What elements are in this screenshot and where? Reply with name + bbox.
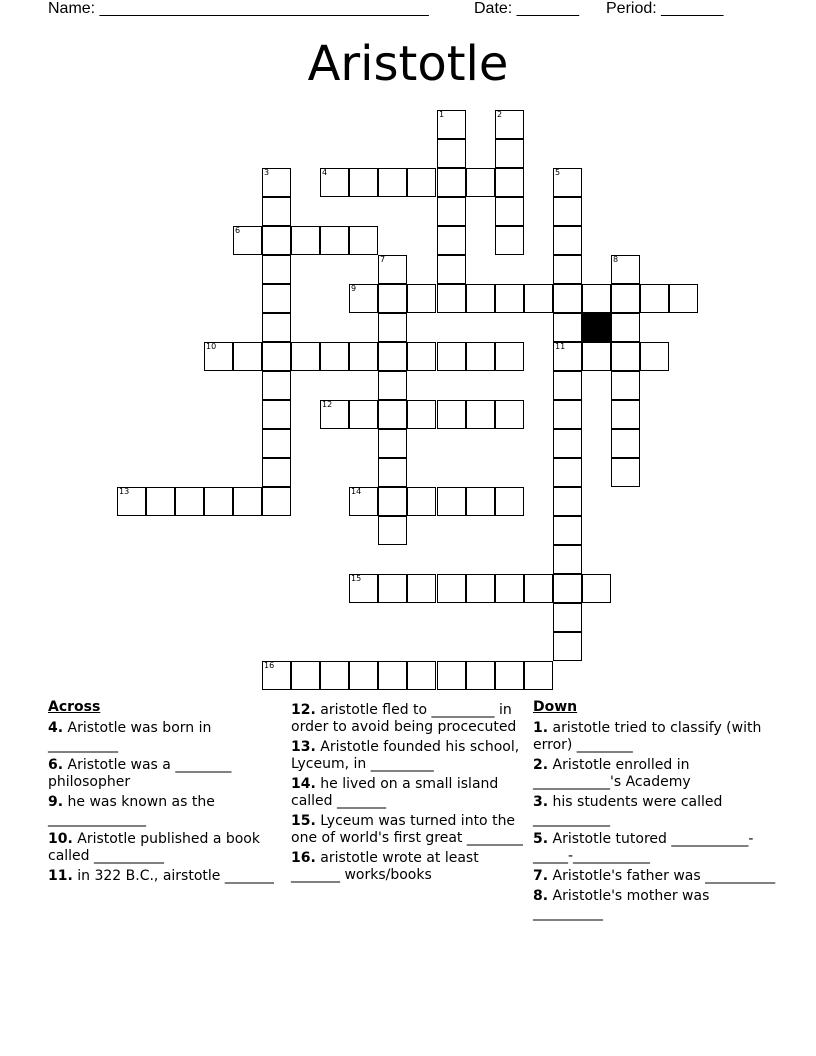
grid-cell[interactable] (378, 342, 407, 371)
clue-item (291, 739, 527, 773)
grid-cell[interactable] (407, 168, 436, 197)
grid-cell[interactable] (611, 255, 640, 284)
grid-cell[interactable] (553, 168, 582, 197)
cell-number: 1 (439, 110, 445, 119)
clue-text: aristotle wrote at least _______ works/books (291, 850, 479, 883)
grid-cell[interactable] (407, 487, 436, 516)
clue-item (533, 757, 781, 791)
down-clue-list (533, 720, 781, 922)
grid-cell[interactable] (495, 574, 524, 603)
grid-cell[interactable] (378, 516, 407, 545)
grid-cell[interactable] (262, 226, 291, 255)
cell-number: 16 (264, 661, 275, 670)
grid-cell[interactable] (582, 574, 611, 603)
grid-cell[interactable] (378, 661, 407, 690)
grid-cell[interactable] (466, 284, 495, 313)
grid-cell[interactable] (378, 574, 407, 603)
grid-cell[interactable] (437, 139, 466, 168)
grid-cell[interactable] (378, 255, 407, 284)
grid-cell[interactable] (553, 545, 582, 574)
clue-item (48, 794, 284, 828)
grid-cell[interactable] (553, 371, 582, 400)
grid-cell[interactable] (611, 313, 640, 342)
cell-number: 11 (555, 342, 566, 351)
clue-number: 1. (533, 720, 549, 736)
grid-cell[interactable] (640, 284, 669, 313)
clue-number: 16. (291, 850, 316, 866)
grid-cell[interactable] (378, 429, 407, 458)
grid-cell[interactable] (291, 661, 320, 690)
clue-number: 10. (48, 831, 73, 847)
grid-cell[interactable] (378, 487, 407, 516)
clue-text: Aristotle published a book called __________ (48, 831, 260, 864)
grid-cell[interactable] (204, 487, 233, 516)
clue-item (48, 831, 284, 865)
grid-cell[interactable] (437, 487, 466, 516)
grid-cell[interactable] (611, 429, 640, 458)
grid-cell[interactable] (378, 313, 407, 342)
grid-cell[interactable] (291, 342, 320, 371)
grid-cell[interactable] (437, 168, 466, 197)
clue-text: aristotle fled to _________ in order to avoid being procecuted (291, 702, 517, 735)
clues-column-across-continued (291, 702, 527, 887)
grid-cell[interactable] (582, 342, 611, 371)
grid-cell[interactable] (437, 574, 466, 603)
grid-cell[interactable] (378, 458, 407, 487)
name-field-label: Name: _____________________________________ (48, 0, 429, 17)
cell-number: 6 (235, 226, 241, 235)
date-field-label: Date: _______ (474, 0, 579, 17)
cell-number: 8 (613, 255, 619, 264)
clue-item (48, 757, 284, 791)
grid-cell[interactable] (611, 284, 640, 313)
grid-cell[interactable] (495, 226, 524, 255)
grid-cell[interactable] (378, 168, 407, 197)
grid-cell[interactable] (204, 342, 233, 371)
grid-cell[interactable] (553, 574, 582, 603)
grid-cell[interactable] (262, 400, 291, 429)
grid-cell[interactable] (611, 400, 640, 429)
clue-number: 15. (291, 813, 316, 829)
clue-text: his students were called ___________ (533, 794, 723, 827)
grid-cell[interactable] (466, 661, 495, 690)
grid-cell[interactable] (495, 342, 524, 371)
grid-cell[interactable] (349, 168, 378, 197)
grid-cell[interactable] (320, 226, 349, 255)
grid-cell[interactable] (553, 313, 582, 342)
clue-item (291, 702, 527, 736)
grid-cell[interactable] (553, 487, 582, 516)
grid-cell[interactable] (291, 226, 320, 255)
grid-cell[interactable] (262, 429, 291, 458)
grid-cell[interactable] (553, 255, 582, 284)
cell-number: 10 (206, 342, 217, 351)
grid-cell[interactable] (262, 168, 291, 197)
grid-cell[interactable] (233, 342, 262, 371)
grid-cell[interactable] (553, 284, 582, 313)
clue-item (533, 888, 781, 922)
grid-cell[interactable] (495, 661, 524, 690)
across-heading: Across (48, 699, 101, 715)
grid-cell[interactable] (611, 371, 640, 400)
clue-number: 8. (533, 888, 549, 904)
clue-text: he lived on a small island called _______ (291, 776, 499, 809)
grid-cell[interactable] (437, 400, 466, 429)
grid-cell[interactable] (553, 429, 582, 458)
grid-cell[interactable] (378, 371, 407, 400)
cell-number: 13 (119, 487, 130, 496)
clue-text: Aristotle's father was __________ (552, 868, 776, 884)
grid-cell[interactable] (611, 458, 640, 487)
clue-number: 11. (48, 868, 73, 884)
grid-cell[interactable] (466, 168, 495, 197)
clue-text: in 322 B.C., airstotle _______ (77, 868, 274, 884)
clue-number: 3. (533, 794, 549, 810)
grid-cell[interactable] (524, 661, 553, 690)
puzzle-title: Aristotle (307, 36, 509, 92)
grid-cell[interactable] (466, 400, 495, 429)
period-field-label: Period: _______ (606, 0, 724, 17)
clue-number: 13. (291, 739, 316, 755)
grid-cell[interactable] (146, 487, 175, 516)
grid-cell[interactable] (669, 284, 698, 313)
grid-cell[interactable] (320, 661, 349, 690)
grid-cell[interactable] (378, 284, 407, 313)
grid-cell[interactable] (437, 197, 466, 226)
grid-cell[interactable] (437, 226, 466, 255)
grid-cell[interactable] (640, 342, 669, 371)
grid-cell[interactable] (495, 139, 524, 168)
grid-cell[interactable] (407, 661, 436, 690)
grid-cell[interactable] (553, 400, 582, 429)
grid-cell[interactable] (233, 226, 262, 255)
grid-cell[interactable] (437, 661, 466, 690)
grid-cell[interactable] (407, 400, 436, 429)
cell-number: 15 (351, 574, 362, 583)
grid-cell[interactable] (349, 400, 378, 429)
clues-column-across (48, 699, 284, 888)
grid-cell[interactable] (233, 487, 262, 516)
cell-number: 4 (322, 168, 328, 177)
blocked-cell (582, 313, 611, 342)
clue-number: 4. (48, 720, 64, 736)
clue-text: Aristotle was born in __________ (48, 720, 212, 753)
grid-cell[interactable] (437, 284, 466, 313)
clue-item (291, 776, 527, 810)
clue-item (291, 813, 527, 847)
grid-cell[interactable] (117, 487, 146, 516)
grid-cell[interactable] (262, 284, 291, 313)
grid-cell[interactable] (349, 284, 378, 313)
grid-cell[interactable] (495, 400, 524, 429)
grid-cell[interactable] (349, 574, 378, 603)
grid-cell[interactable] (495, 197, 524, 226)
clue-number: 6. (48, 757, 64, 773)
clue-number: 9. (48, 794, 64, 810)
clues-column-down (533, 699, 781, 925)
grid-cell[interactable] (495, 168, 524, 197)
clue-text: Aristotle founded his school, Lyceum, in _________ (291, 739, 520, 772)
grid-cell[interactable] (407, 342, 436, 371)
grid-cell[interactable] (495, 110, 524, 139)
grid-cell[interactable] (349, 226, 378, 255)
grid-cell[interactable] (437, 342, 466, 371)
grid-cell[interactable] (553, 516, 582, 545)
clue-number: 5. (533, 831, 549, 847)
clue-text: Aristotle was a ________ philosopher (48, 757, 232, 790)
cell-number: 14 (351, 487, 362, 496)
clue-text: Lyceum was turned into the one of world's first great ________ (291, 813, 523, 846)
grid-cell[interactable] (175, 487, 204, 516)
clue-number: 12. (291, 702, 316, 718)
grid-cell[interactable] (524, 574, 553, 603)
clue-item (533, 831, 781, 865)
grid-cell[interactable] (611, 342, 640, 371)
clue-item (533, 794, 781, 828)
grid-cell[interactable] (262, 255, 291, 284)
clue-item (291, 850, 527, 884)
grid-cell[interactable] (553, 458, 582, 487)
grid-cell[interactable] (437, 110, 466, 139)
grid-cell[interactable] (262, 197, 291, 226)
grid-cell[interactable] (378, 400, 407, 429)
grid-cell[interactable] (262, 313, 291, 342)
grid-cell[interactable] (553, 197, 582, 226)
grid-cell[interactable] (582, 284, 611, 313)
down-heading: Down (533, 699, 578, 715)
clue-item (533, 720, 781, 754)
grid-cell[interactable] (553, 226, 582, 255)
clue-text: Aristotle tutored ___________-_____-___________ (533, 831, 754, 864)
cell-number: 7 (380, 255, 386, 264)
grid-cell[interactable] (495, 487, 524, 516)
clue-number: 14. (291, 776, 316, 792)
grid-cell[interactable] (466, 574, 495, 603)
grid-cell[interactable] (262, 371, 291, 400)
grid-cell[interactable] (262, 342, 291, 371)
cell-number: 3 (264, 168, 270, 177)
grid-cell[interactable] (320, 342, 349, 371)
grid-cell[interactable] (466, 487, 495, 516)
clue-number: 2. (533, 757, 549, 773)
grid-cell[interactable] (495, 284, 524, 313)
clue-text: Aristotle's mother was __________ (533, 888, 710, 921)
grid-cell[interactable] (407, 574, 436, 603)
grid-cell[interactable] (437, 255, 466, 284)
across-clue-list (48, 720, 284, 885)
grid-cell[interactable] (349, 487, 378, 516)
grid-cell[interactable] (262, 458, 291, 487)
cell-number: 9 (351, 284, 357, 293)
grid-cell[interactable] (553, 603, 582, 632)
cell-number: 5 (555, 168, 561, 177)
clue-item (48, 868, 284, 885)
grid-cell[interactable] (262, 487, 291, 516)
clue-item (48, 720, 284, 754)
grid-cell[interactable] (553, 342, 582, 371)
grid-cell[interactable] (349, 661, 378, 690)
clue-text: he was known as the ______________ (48, 794, 215, 827)
clue-text: aristotle tried to classify (with error) ________ (533, 720, 762, 753)
grid-cell[interactable] (262, 661, 291, 690)
grid-cell[interactable] (320, 400, 349, 429)
clue-text: Aristotle enrolled in ___________'s Academy (533, 757, 691, 790)
cell-number: 2 (497, 110, 503, 119)
grid-cell[interactable] (466, 342, 495, 371)
cell-number: 12 (322, 400, 333, 409)
grid-cell[interactable] (553, 632, 582, 661)
grid-cell[interactable] (407, 284, 436, 313)
clue-item (533, 868, 781, 885)
grid-cell[interactable] (524, 284, 553, 313)
clue-number: 7. (533, 868, 549, 884)
grid-cell[interactable] (320, 168, 349, 197)
grid-cell[interactable] (349, 342, 378, 371)
